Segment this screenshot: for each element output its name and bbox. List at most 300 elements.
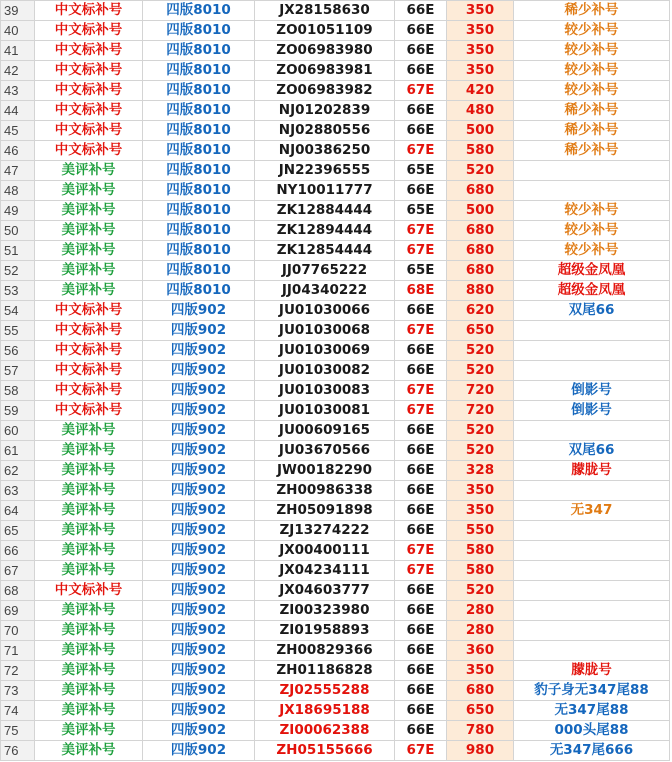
grade-cell[interactable]: 66E <box>395 701 447 721</box>
note-cell[interactable]: 无347尾88 <box>514 701 670 721</box>
type-cell[interactable]: 美评补号 <box>35 621 143 641</box>
table-row <box>1 221 670 241</box>
serial-cell[interactable]: ZO01051109 <box>255 21 395 41</box>
price-cell[interactable]: 680 <box>447 221 514 241</box>
row-number[interactable]: 48 <box>1 181 35 201</box>
type-cell[interactable]: 美评补号 <box>35 161 143 181</box>
type-cell[interactable]: 美评补号 <box>35 501 143 521</box>
row-number[interactable]: 51 <box>1 241 35 261</box>
version-cell[interactable]: 四版902 <box>143 381 255 401</box>
row-number[interactable]: 43 <box>1 81 35 101</box>
row-number[interactable]: 57 <box>1 361 35 381</box>
note-cell[interactable]: 双尾66 <box>514 301 670 321</box>
grade-cell[interactable]: 66E <box>395 461 447 481</box>
version-cell[interactable]: 四版902 <box>143 441 255 461</box>
price-cell[interactable]: 680 <box>447 681 514 701</box>
price-cell[interactable]: 520 <box>447 581 514 601</box>
note-cell[interactable] <box>514 161 670 181</box>
row-number[interactable]: 67 <box>1 561 35 581</box>
type-cell[interactable]: 中文标补号 <box>35 141 143 161</box>
row-number[interactable]: 68 <box>1 581 35 601</box>
note-cell[interactable] <box>514 621 670 641</box>
price-cell[interactable]: 720 <box>447 381 514 401</box>
serial-cell[interactable]: NJ02880556 <box>255 121 395 141</box>
serial-cell[interactable]: ZO06983982 <box>255 81 395 101</box>
version-cell[interactable]: 四版902 <box>143 721 255 741</box>
table-row <box>1 681 670 701</box>
price-cell[interactable]: 350 <box>447 1 514 21</box>
table-row <box>1 281 670 301</box>
table-row <box>1 461 670 481</box>
version-cell[interactable]: 四版902 <box>143 401 255 421</box>
note-cell[interactable] <box>514 601 670 621</box>
serial-cell[interactable]: ZH05091898 <box>255 501 395 521</box>
row-number[interactable]: 73 <box>1 681 35 701</box>
version-cell[interactable]: 四版8010 <box>143 141 255 161</box>
table-row <box>1 41 670 61</box>
serial-cell[interactable]: JX00400111 <box>255 541 395 561</box>
price-cell[interactable]: 680 <box>447 181 514 201</box>
type-cell[interactable]: 美评补号 <box>35 421 143 441</box>
row-number[interactable]: 41 <box>1 41 35 61</box>
note-cell[interactable]: 超级金凤凰 <box>514 281 670 301</box>
serial-cell[interactable]: NJ01202839 <box>255 101 395 121</box>
serial-cell[interactable]: JU01030083 <box>255 381 395 401</box>
serial-cell[interactable]: ZI01958893 <box>255 621 395 641</box>
price-cell[interactable]: 350 <box>447 661 514 681</box>
note-cell[interactable]: 较少补号 <box>514 41 670 61</box>
price-cell[interactable]: 620 <box>447 301 514 321</box>
serial-cell[interactable]: ZI00062388 <box>255 721 395 741</box>
row-number[interactable]: 60 <box>1 421 35 441</box>
version-cell[interactable]: 四版902 <box>143 601 255 621</box>
version-cell[interactable]: 四版902 <box>143 701 255 721</box>
type-cell[interactable]: 美评补号 <box>35 601 143 621</box>
serial-cell[interactable]: ZH01186828 <box>255 661 395 681</box>
version-cell[interactable]: 四版8010 <box>143 181 255 201</box>
version-cell[interactable]: 四版902 <box>143 501 255 521</box>
row-number[interactable]: 72 <box>1 661 35 681</box>
note-cell[interactable] <box>514 321 670 341</box>
note-cell[interactable] <box>514 341 670 361</box>
table-row <box>1 441 670 461</box>
serial-cell[interactable]: ZJ13274222 <box>255 521 395 541</box>
serial-cell[interactable]: JU01030069 <box>255 341 395 361</box>
table-row <box>1 581 670 601</box>
table-body <box>1 1 670 761</box>
table-row <box>1 501 670 521</box>
price-cell[interactable]: 780 <box>447 721 514 741</box>
type-cell[interactable]: 美评补号 <box>35 541 143 561</box>
price-cell[interactable]: 980 <box>447 741 514 761</box>
grade-cell[interactable]: 67E <box>395 381 447 401</box>
note-cell[interactable] <box>514 561 670 581</box>
version-cell[interactable]: 四版8010 <box>143 81 255 101</box>
price-cell[interactable]: 520 <box>447 361 514 381</box>
row-number[interactable]: 61 <box>1 441 35 461</box>
row-number[interactable]: 54 <box>1 301 35 321</box>
type-cell[interactable]: 中文标补号 <box>35 41 143 61</box>
price-cell[interactable]: 580 <box>447 141 514 161</box>
grade-cell[interactable]: 67E <box>395 401 447 421</box>
table-row <box>1 261 670 281</box>
price-cell[interactable]: 680 <box>447 261 514 281</box>
type-cell[interactable]: 美评补号 <box>35 721 143 741</box>
version-cell[interactable]: 四版8010 <box>143 241 255 261</box>
serial-cell[interactable]: JU03670566 <box>255 441 395 461</box>
price-cell[interactable]: 350 <box>447 481 514 501</box>
note-cell[interactable]: 稀少补号 <box>514 141 670 161</box>
price-cell[interactable]: 280 <box>447 621 514 641</box>
price-cell[interactable]: 520 <box>447 161 514 181</box>
note-cell[interactable] <box>514 581 670 601</box>
note-cell[interactable] <box>514 421 670 441</box>
row-number[interactable]: 40 <box>1 21 35 41</box>
grade-cell[interactable]: 66E <box>395 581 447 601</box>
serial-cell[interactable]: ZH05155666 <box>255 741 395 761</box>
type-cell[interactable]: 美评补号 <box>35 281 143 301</box>
price-cell[interactable]: 550 <box>447 521 514 541</box>
row-number[interactable]: 55 <box>1 321 35 341</box>
grade-cell[interactable]: 66E <box>395 1 447 21</box>
serial-cell[interactable]: ZI00323980 <box>255 601 395 621</box>
table-row <box>1 481 670 501</box>
type-cell[interactable]: 美评补号 <box>35 461 143 481</box>
grade-cell[interactable]: 66E <box>395 41 447 61</box>
grade-cell[interactable]: 65E <box>395 201 447 221</box>
serial-cell[interactable]: JX04603777 <box>255 581 395 601</box>
grade-cell[interactable]: 66E <box>395 361 447 381</box>
note-cell[interactable]: 较少补号 <box>514 241 670 261</box>
version-cell[interactable]: 四版902 <box>143 541 255 561</box>
table-row <box>1 121 670 141</box>
note-cell[interactable]: 稀少补号 <box>514 1 670 21</box>
grade-cell[interactable]: 67E <box>395 561 447 581</box>
serial-cell[interactable]: ZK12854444 <box>255 241 395 261</box>
table-row <box>1 661 670 681</box>
type-cell[interactable]: 美评补号 <box>35 741 143 761</box>
row-number[interactable]: 39 <box>1 1 35 21</box>
row-number[interactable]: 56 <box>1 341 35 361</box>
grade-cell[interactable]: 66E <box>395 441 447 461</box>
row-number[interactable]: 44 <box>1 101 35 121</box>
row-number[interactable]: 52 <box>1 261 35 281</box>
note-cell[interactable]: 双尾66 <box>514 441 670 461</box>
grade-cell[interactable]: 67E <box>395 541 447 561</box>
price-cell[interactable]: 520 <box>447 441 514 461</box>
note-cell[interactable]: 无347尾666 <box>514 741 670 761</box>
note-cell[interactable]: 朦胧号 <box>514 461 670 481</box>
grade-cell[interactable]: 66E <box>395 421 447 441</box>
row-number[interactable]: 50 <box>1 221 35 241</box>
note-cell[interactable]: 稀少补号 <box>514 101 670 121</box>
version-cell[interactable]: 四版8010 <box>143 261 255 281</box>
grade-cell[interactable]: 66E <box>395 61 447 81</box>
version-cell[interactable]: 四版902 <box>143 561 255 581</box>
grade-cell[interactable]: 66E <box>395 601 447 621</box>
grade-cell[interactable]: 66E <box>395 521 447 541</box>
row-number[interactable]: 64 <box>1 501 35 521</box>
row-number[interactable]: 66 <box>1 541 35 561</box>
note-cell[interactable] <box>514 481 670 501</box>
grade-cell[interactable]: 66E <box>395 501 447 521</box>
table-row <box>1 201 670 221</box>
price-cell[interactable]: 680 <box>447 241 514 261</box>
version-cell[interactable]: 四版8010 <box>143 101 255 121</box>
price-cell[interactable]: 280 <box>447 601 514 621</box>
grade-cell[interactable]: 67E <box>395 221 447 241</box>
grade-cell[interactable]: 65E <box>395 261 447 281</box>
version-cell[interactable]: 四版902 <box>143 481 255 501</box>
note-cell[interactable] <box>514 361 670 381</box>
grade-cell[interactable]: 67E <box>395 81 447 101</box>
table-row <box>1 61 670 81</box>
version-cell[interactable]: 四版902 <box>143 521 255 541</box>
table-row <box>1 321 670 341</box>
price-cell[interactable]: 880 <box>447 281 514 301</box>
row-number[interactable]: 75 <box>1 721 35 741</box>
serial-cell[interactable]: JU01030082 <box>255 361 395 381</box>
row-number[interactable]: 46 <box>1 141 35 161</box>
grade-cell[interactable]: 67E <box>395 141 447 161</box>
price-cell[interactable]: 350 <box>447 61 514 81</box>
table-row <box>1 741 670 761</box>
version-cell[interactable]: 四版8010 <box>143 21 255 41</box>
type-cell[interactable]: 美评补号 <box>35 481 143 501</box>
serial-cell[interactable]: ZK12884444 <box>255 201 395 221</box>
version-cell[interactable]: 四版8010 <box>143 41 255 61</box>
price-cell[interactable]: 520 <box>447 341 514 361</box>
note-cell[interactable]: 无347 <box>514 501 670 521</box>
type-cell[interactable]: 美评补号 <box>35 701 143 721</box>
version-cell[interactable]: 四版902 <box>143 581 255 601</box>
table-row <box>1 521 670 541</box>
note-cell[interactable] <box>514 181 670 201</box>
note-cell[interactable]: 豹子身无347尾88 <box>514 681 670 701</box>
type-cell[interactable]: 中文标补号 <box>35 101 143 121</box>
note-cell[interactable]: 较少补号 <box>514 201 670 221</box>
row-number[interactable]: 58 <box>1 381 35 401</box>
grade-cell[interactable]: 66E <box>395 341 447 361</box>
type-cell[interactable]: 美评补号 <box>35 441 143 461</box>
type-cell[interactable]: 中文标补号 <box>35 341 143 361</box>
version-cell[interactable]: 四版8010 <box>143 281 255 301</box>
row-number[interactable]: 65 <box>1 521 35 541</box>
grade-cell[interactable]: 66E <box>395 101 447 121</box>
serial-cell[interactable]: ZJ02555288 <box>255 681 395 701</box>
price-cell[interactable]: 328 <box>447 461 514 481</box>
version-cell[interactable]: 四版8010 <box>143 161 255 181</box>
version-cell[interactable]: 四版8010 <box>143 1 255 21</box>
type-cell[interactable]: 美评补号 <box>35 521 143 541</box>
serial-cell[interactable]: NY10011777 <box>255 181 395 201</box>
table-row <box>1 81 670 101</box>
serial-cell[interactable]: JX18695188 <box>255 701 395 721</box>
table-row <box>1 561 670 581</box>
note-cell[interactable]: 较少补号 <box>514 221 670 241</box>
row-number[interactable]: 45 <box>1 121 35 141</box>
grade-cell[interactable]: 67E <box>395 741 447 761</box>
table-row <box>1 181 670 201</box>
price-cell[interactable]: 650 <box>447 321 514 341</box>
type-cell[interactable]: 美评补号 <box>35 181 143 201</box>
table-row <box>1 341 670 361</box>
grade-cell[interactable]: 68E <box>395 281 447 301</box>
row-number[interactable]: 53 <box>1 281 35 301</box>
serial-cell[interactable]: ZH00986338 <box>255 481 395 501</box>
grade-cell[interactable]: 66E <box>395 661 447 681</box>
version-cell[interactable]: 四版902 <box>143 361 255 381</box>
type-cell[interactable]: 中文标补号 <box>35 21 143 41</box>
type-cell[interactable]: 中文标补号 <box>35 121 143 141</box>
type-cell[interactable]: 美评补号 <box>35 641 143 661</box>
type-cell[interactable]: 中文标补号 <box>35 301 143 321</box>
serial-cell[interactable]: JJ04340222 <box>255 281 395 301</box>
serial-cell[interactable]: ZH00829366 <box>255 641 395 661</box>
price-cell[interactable]: 650 <box>447 701 514 721</box>
version-cell[interactable]: 四版902 <box>143 741 255 761</box>
note-cell[interactable] <box>514 521 670 541</box>
version-cell[interactable]: 四版902 <box>143 461 255 481</box>
type-cell[interactable]: 中文标补号 <box>35 81 143 101</box>
price-cell[interactable]: 480 <box>447 101 514 121</box>
serial-cell[interactable]: ZO06983981 <box>255 61 395 81</box>
note-cell[interactable]: 超级金凤凰 <box>514 261 670 281</box>
grade-cell[interactable]: 66E <box>395 121 447 141</box>
version-cell[interactable]: 四版902 <box>143 301 255 321</box>
type-cell[interactable]: 中文标补号 <box>35 581 143 601</box>
grade-cell[interactable]: 67E <box>395 321 447 341</box>
price-cell[interactable]: 420 <box>447 81 514 101</box>
serial-cell[interactable]: JN22396555 <box>255 161 395 181</box>
price-cell[interactable]: 360 <box>447 641 514 661</box>
price-cell[interactable]: 580 <box>447 561 514 581</box>
row-number[interactable]: 69 <box>1 601 35 621</box>
grade-cell[interactable]: 66E <box>395 641 447 661</box>
serial-cell[interactable]: JX28158630 <box>255 1 395 21</box>
table-row <box>1 1 670 21</box>
type-cell[interactable]: 美评补号 <box>35 241 143 261</box>
row-number[interactable]: 47 <box>1 161 35 181</box>
grade-cell[interactable]: 66E <box>395 681 447 701</box>
price-cell[interactable]: 350 <box>447 21 514 41</box>
serial-cell[interactable]: JU00609165 <box>255 421 395 441</box>
row-number[interactable]: 49 <box>1 201 35 221</box>
price-cell[interactable]: 500 <box>447 201 514 221</box>
serial-cell[interactable]: JJ07765222 <box>255 261 395 281</box>
table-row <box>1 421 670 441</box>
price-cell[interactable]: 500 <box>447 121 514 141</box>
serial-cell[interactable]: JW00182290 <box>255 461 395 481</box>
type-cell[interactable]: 中文标补号 <box>35 401 143 421</box>
version-cell[interactable]: 四版8010 <box>143 201 255 221</box>
type-cell[interactable]: 美评补号 <box>35 201 143 221</box>
table-row <box>1 601 670 621</box>
note-cell[interactable]: 倒影号 <box>514 401 670 421</box>
grade-cell[interactable]: 66E <box>395 621 447 641</box>
row-number[interactable]: 71 <box>1 641 35 661</box>
price-cell[interactable]: 720 <box>447 401 514 421</box>
row-number[interactable]: 76 <box>1 741 35 761</box>
type-cell[interactable]: 中文标补号 <box>35 321 143 341</box>
table-row <box>1 721 670 741</box>
grade-cell[interactable]: 66E <box>395 481 447 501</box>
row-number[interactable]: 62 <box>1 461 35 481</box>
type-cell[interactable]: 美评补号 <box>35 661 143 681</box>
grade-cell[interactable]: 67E <box>395 241 447 261</box>
note-cell[interactable]: 朦胧号 <box>514 661 670 681</box>
price-cell[interactable]: 520 <box>447 421 514 441</box>
note-cell[interactable]: 倒影号 <box>514 381 670 401</box>
price-cell[interactable]: 580 <box>447 541 514 561</box>
serial-cell[interactable]: NJ00386250 <box>255 141 395 161</box>
table-row <box>1 361 670 381</box>
type-cell[interactable]: 中文标补号 <box>35 1 143 21</box>
note-cell[interactable]: 稀少补号 <box>514 121 670 141</box>
table-row <box>1 101 670 121</box>
type-cell[interactable]: 中文标补号 <box>35 361 143 381</box>
serial-cell[interactable]: JU01030066 <box>255 301 395 321</box>
type-cell[interactable]: 中文标补号 <box>35 381 143 401</box>
price-cell[interactable]: 350 <box>447 41 514 61</box>
row-number[interactable]: 59 <box>1 401 35 421</box>
note-cell[interactable]: 较少补号 <box>514 61 670 81</box>
table-row <box>1 161 670 181</box>
version-cell[interactable]: 四版902 <box>143 681 255 701</box>
type-cell[interactable]: 美评补号 <box>35 261 143 281</box>
version-cell[interactable]: 四版902 <box>143 621 255 641</box>
table-row <box>1 381 670 401</box>
grade-cell[interactable]: 66E <box>395 301 447 321</box>
note-cell[interactable]: 000头尾88 <box>514 721 670 741</box>
type-cell[interactable]: 美评补号 <box>35 561 143 581</box>
table-row <box>1 301 670 321</box>
table-row <box>1 541 670 561</box>
version-cell[interactable]: 四版902 <box>143 661 255 681</box>
price-cell[interactable]: 350 <box>447 501 514 521</box>
grade-cell[interactable]: 66E <box>395 21 447 41</box>
note-cell[interactable] <box>514 641 670 661</box>
serial-cell[interactable]: ZK12894444 <box>255 221 395 241</box>
version-cell[interactable]: 四版902 <box>143 641 255 661</box>
version-cell[interactable]: 四版8010 <box>143 121 255 141</box>
grade-cell[interactable]: 65E <box>395 161 447 181</box>
type-cell[interactable]: 美评补号 <box>35 221 143 241</box>
row-number[interactable]: 42 <box>1 61 35 81</box>
serial-cell[interactable]: JX04234111 <box>255 561 395 581</box>
note-cell[interactable]: 较少补号 <box>514 81 670 101</box>
note-cell[interactable]: 较少补号 <box>514 21 670 41</box>
row-number[interactable]: 70 <box>1 621 35 641</box>
serial-cell[interactable]: JU01030068 <box>255 321 395 341</box>
table-row <box>1 621 670 641</box>
serial-cell[interactable]: JU01030081 <box>255 401 395 421</box>
type-cell[interactable]: 美评补号 <box>35 681 143 701</box>
serial-cell[interactable]: ZO06983980 <box>255 41 395 61</box>
version-cell[interactable]: 四版902 <box>143 321 255 341</box>
note-cell[interactable] <box>514 541 670 561</box>
row-number[interactable]: 63 <box>1 481 35 501</box>
grade-cell[interactable]: 66E <box>395 181 447 201</box>
version-cell[interactable]: 四版8010 <box>143 221 255 241</box>
grade-cell[interactable]: 66E <box>395 721 447 741</box>
row-number[interactable]: 74 <box>1 701 35 721</box>
version-cell[interactable]: 四版902 <box>143 421 255 441</box>
table-row <box>1 401 670 421</box>
version-cell[interactable]: 四版902 <box>143 341 255 361</box>
version-cell[interactable]: 四版8010 <box>143 61 255 81</box>
type-cell[interactable]: 中文标补号 <box>35 61 143 81</box>
